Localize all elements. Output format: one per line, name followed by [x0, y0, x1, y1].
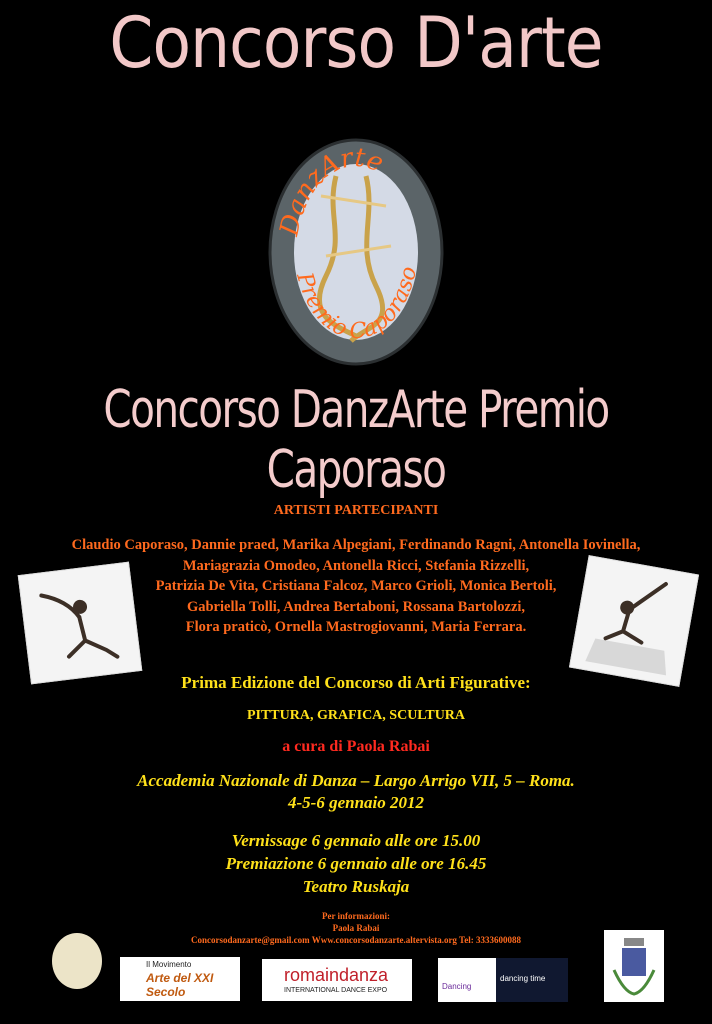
sponsor-arte-xxi-logo: Il Movimento Arte del XXI Secolo [120, 957, 240, 1001]
sponsor-crest-logo [604, 930, 664, 1002]
artists-line: Mariagrazia Omodeo, Antonella Ricci, Stefania Rizzelli, [182, 557, 530, 574]
vernissage-time: Vernissage 6 gennaio alle ore 15.00 [231, 831, 481, 850]
logo-ring-bottom-text: Premio Caporaso [291, 264, 423, 345]
venue-address: Accademia Nazionale di Danza – Largo Arrigo VII, 5 – Roma. [137, 771, 575, 790]
curator: a cura di Paola Rabai [282, 738, 430, 755]
poster-subtitle: Concorso DanzArte Premio Caporaso [103, 380, 609, 500]
sponsor-dancing-time-logo: Dancing dancing time [438, 958, 568, 1002]
sculpture-photo-right [569, 555, 699, 687]
sculpture-photo-left [18, 562, 143, 685]
artists-line: Gabriella Tolli, Andrea Bertaboni, Rossana Bartolozzi, [186, 598, 526, 615]
sponsor-romaindanza-logo: romaindanza INTERNATIONAL DANCE EXPO [262, 959, 412, 1001]
artists-heading: ARTISTI PARTECIPANTI [273, 503, 439, 518]
premiazione-time: Premiazione 6 gennaio alle ore 16.45 [225, 854, 487, 873]
theatre-name: Teatro Ruskaja [302, 877, 410, 896]
venue [0, 770, 712, 814]
artists-line: Patrizia De Vita, Cristiana Falcoz, Marco Grioli, Monica Bertoli, [155, 578, 557, 594]
logo-ring-top-text: DanzArte [274, 142, 388, 239]
poster-title: Concorso D'arte [109, 2, 603, 84]
edition-title: Prima Edizione del Concorso di Arti Figurative: [181, 673, 531, 692]
contact-label: Per informazioni: [321, 911, 391, 921]
crest-icon [604, 930, 664, 1002]
venue-dates: 4-5-6 gennaio 2012 [288, 793, 424, 812]
schedule [0, 829, 712, 898]
danzarte-logo [266, 136, 446, 368]
contact-details: Concorsodanzarte@gmail.com Www.concorsodanzarte.altervista.org Tel: 3333600088 [191, 935, 521, 945]
disciplines: PITTURA, GRAFICA, SCULTURA [246, 708, 466, 723]
artists-line: Flora praticò, Ornella Mastrogiovanni, Maria Ferrara. [185, 619, 527, 635]
artists-line: Claudio Caporaso, Dannie praed, Marika Alpegiani, Ferdinando Ragni, Antonella Iovinella, [71, 537, 641, 553]
sponsor-seal-logo [52, 933, 102, 989]
contact-name: Paola Rabai [332, 923, 380, 933]
